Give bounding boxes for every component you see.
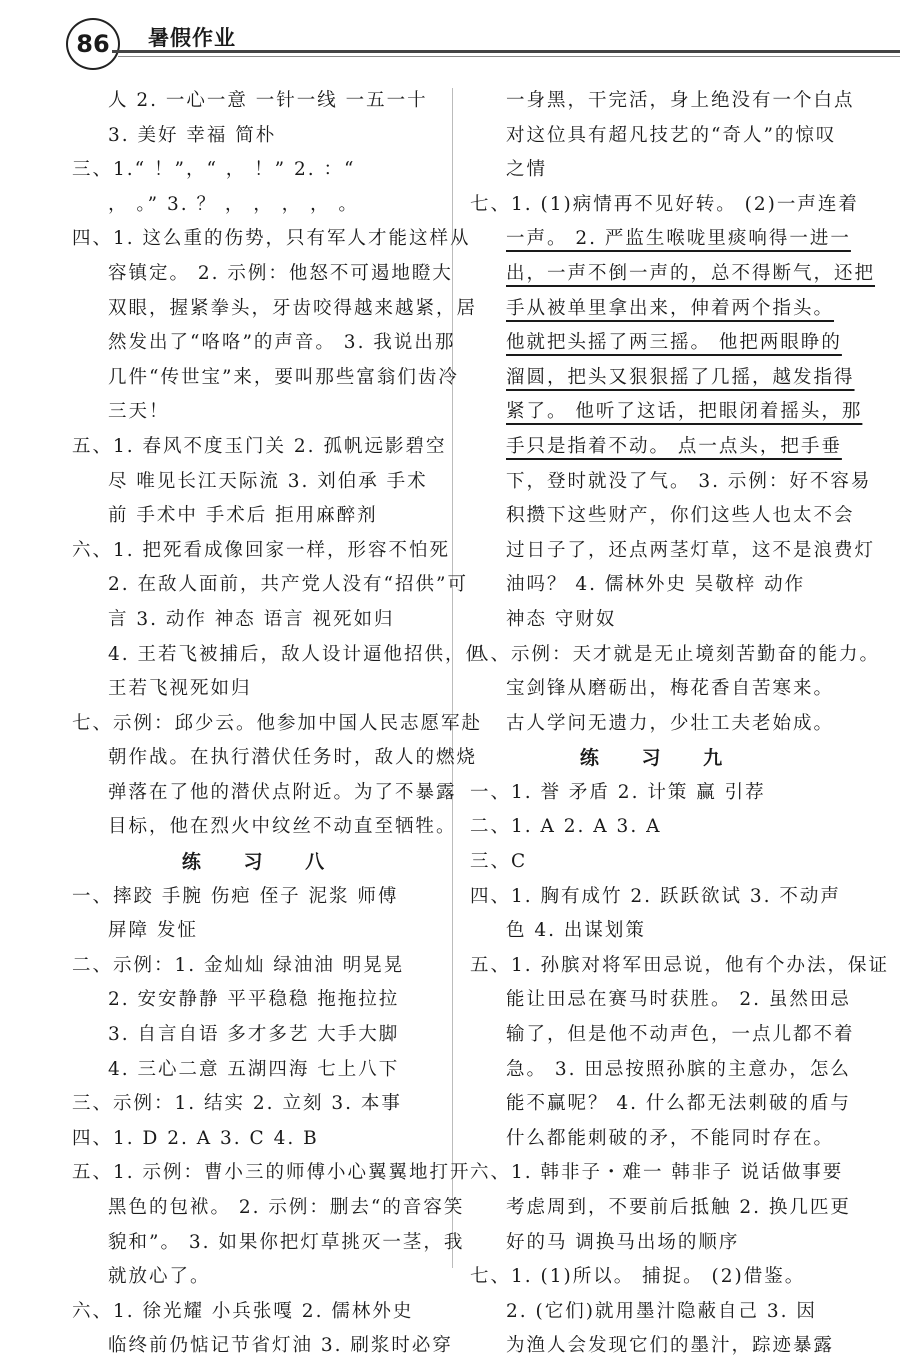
- answer-text: 五、1. 孙膑对将军田忌说，他有个办法，保证: [470, 954, 890, 976]
- answer-text: 六、1. 韩非子・难一 韩非子 说话做事要: [470, 1162, 844, 1184]
- answer-text: 七、1. (1)所以。 捕捉。 (2)借鉴。: [470, 1266, 806, 1288]
- answer-line: [470, 845, 850, 880]
- answer-line: [72, 84, 452, 119]
- answer-line: [72, 1053, 452, 1088]
- answer-line: [470, 1329, 850, 1364]
- answer-text: 考虑周到，不要前后抵触 2. 换几匹更: [506, 1197, 851, 1218]
- answer-text: 弹落在了他的潜伏点附近。为了不暴露: [108, 781, 457, 803]
- answer-text: 一、1. 誉 矛盾 2. 计策 赢 引荐: [470, 781, 766, 803]
- answer-line: [470, 84, 855, 119]
- answer-text: 紧了。 他听了这话，把眼闭着摇头，那: [506, 401, 863, 423]
- answer-text: 三、示例：1. 结实 2. 立刻 3. 本事: [72, 1093, 402, 1115]
- answer-text: 四、1. D 2. A 3. C 4. B: [72, 1127, 319, 1149]
- answer-text: 练 习 九: [579, 747, 741, 770]
- answer-text: 三天！: [108, 401, 170, 423]
- answer-text: 3. 美好 幸福 简朴: [108, 124, 277, 146]
- section-title: [72, 845, 452, 880]
- answer-text: 练 习 八: [181, 851, 343, 874]
- answer-line: [470, 810, 850, 845]
- answer-text: 输了，但是他不动声色，一点儿都不着: [506, 1024, 855, 1046]
- answer-line: [470, 1260, 850, 1295]
- answer-text: 下，登时就没了气。 3. 示例：好不容易: [506, 470, 872, 492]
- answer-text: 八、示例：天才就是无止境刻苦勤奋的能力。: [470, 643, 881, 665]
- answer-line: [470, 672, 850, 707]
- answer-text: 前 手术中 手术后 拒用麻醉剂: [108, 505, 378, 527]
- answer-text: 2. 安安静静 平平稳稳 拖拖拉拉: [108, 989, 400, 1011]
- answer-line: [72, 153, 452, 188]
- answer-line: [470, 395, 863, 430]
- answer-text: 五、1. 春风不度玉门关 2. 孤帆远影碧空: [72, 435, 447, 457]
- answer-line: [470, 430, 850, 465]
- header-title: 暑假作业: [148, 26, 236, 50]
- answer-line: [72, 499, 452, 534]
- answer-line: [72, 188, 452, 223]
- answer-text: 几件“传世宝”来，要叫那些富翁们齿冷: [108, 366, 459, 388]
- answer-text: 急。 3. 田忌按照孙膑的主意办，怎么: [506, 1058, 851, 1080]
- answer-text: 然发出了“咯咯”的声音。 3. 我说出那: [108, 332, 456, 354]
- answer-line: [470, 949, 890, 984]
- answer-line: [72, 326, 456, 361]
- answer-line: [470, 1053, 850, 1088]
- answer-line: [470, 1156, 850, 1191]
- answer-text: 积攒下这些财产，你们这些人也太不会: [506, 505, 855, 527]
- answer-line: [72, 741, 478, 776]
- answer-text: 2. 在敌人面前，共产党人没有“招供”可: [108, 574, 468, 596]
- answer-text: 容镇定。 2. 示例：他怒不可遏地瞪大: [108, 262, 453, 284]
- answer-text: 能让田忌在赛马时获胜。 2. 虽然田忌: [506, 989, 851, 1011]
- answer-line: [72, 983, 452, 1018]
- answer-text: 临终前仍惦记节省灯油 3. 刷浆时必穿: [108, 1335, 453, 1357]
- answer-line: [470, 534, 876, 569]
- answer-text: 屏障 发怔: [108, 920, 198, 942]
- answer-text: 三、1.“ ！”，“ ， ！” 2. ：“: [72, 159, 356, 181]
- answer-line: [470, 1122, 850, 1157]
- answer-text: 七、1. (1)病情再不见好转。 (2)一声连着: [470, 193, 859, 215]
- answer-line: [470, 326, 850, 361]
- answer-text: 貌和”。 3. 如果你把灯草挑灭一茎，我: [108, 1231, 465, 1253]
- answer-line: [470, 499, 855, 534]
- answer-line: [72, 603, 452, 638]
- answer-text: 四、1. 这么重的伤势，只有军人才能这样从: [72, 228, 471, 250]
- answer-text: 三、C: [470, 851, 528, 873]
- answer-line: [470, 603, 850, 638]
- answer-text: 手只是指着不动。 点一点头，把手垂: [506, 435, 842, 457]
- answer-text: 七、示例：邱少云。他参加中国人民志愿军赴: [72, 712, 483, 734]
- answer-text: 尽 唯见长江天际流 3. 刘伯承 手术: [108, 470, 428, 492]
- answer-line: [470, 1191, 850, 1226]
- answer-line: [470, 568, 850, 603]
- answer-line: [72, 568, 468, 603]
- answer-line: [72, 292, 478, 327]
- right-column: [470, 84, 890, 1364]
- page-number: 86: [66, 18, 120, 70]
- answer-line: [470, 1226, 850, 1261]
- answer-text: 言 3. 动作 神态 语言 视死如归: [108, 608, 395, 630]
- answer-line: [72, 534, 452, 569]
- answer-text: 四、1. 胸有成竹 2. 跃跃欲试 3. 不动声: [470, 885, 841, 907]
- answer-text: 4. 王若飞被捕后，敌人设计逼他招供，但: [108, 643, 487, 665]
- answer-line: [72, 707, 483, 742]
- answer-text: 能不赢呢？ 4. 什么都无法刺破的盾与: [506, 1093, 851, 1115]
- answer-line: [470, 1295, 850, 1330]
- answer-line: [470, 638, 881, 673]
- answer-line: [72, 914, 452, 949]
- answer-text: 对这位具有超凡技艺的“奇人”的惊叹: [506, 124, 837, 146]
- answer-text: 人 2. 一心一意 一针一线 一五一十: [108, 90, 428, 111]
- answer-text: 4. 三心二意 五湖四海 七上八下: [108, 1058, 400, 1080]
- answer-text: 双眼，握紧拳头，牙齿咬得越来越紧，居: [108, 297, 478, 319]
- answer-text: 之情: [506, 159, 548, 181]
- answer-text: 过日子了，还点两茎灯草，这不是浪费灯: [506, 539, 876, 561]
- answer-line: [72, 257, 452, 292]
- answer-line: [72, 222, 471, 257]
- answer-line: [72, 810, 457, 845]
- answer-text: 出，一声不倒一声的，总不得断气，还把: [506, 262, 876, 284]
- answer-line: [470, 1018, 855, 1053]
- answer-line: [470, 983, 850, 1018]
- answer-line: [72, 1087, 452, 1122]
- answer-line: [470, 292, 850, 327]
- answer-line: [72, 119, 452, 154]
- answer-text: 溜圆，把头又狠狠摇了几摇，越发指得: [506, 366, 855, 388]
- answer-line: [72, 672, 452, 707]
- page-header: [0, 0, 900, 80]
- answer-text: 二、1. A 2. A 3. A: [470, 816, 662, 838]
- answer-text: 六、1. 徐光耀 小兵张嘎 2. 儒林外史: [72, 1300, 414, 1322]
- answer-text: 为渔人会发现它们的墨汁，踪迹暴露: [506, 1335, 835, 1357]
- answer-text: 3. 自言自语 多才多艺 大手大脚: [108, 1024, 400, 1046]
- answer-line: [72, 1226, 465, 1261]
- answer-text: 神态 守财奴: [506, 608, 617, 630]
- answer-line: [470, 465, 872, 500]
- answer-line: [72, 1260, 452, 1295]
- answer-line: [470, 153, 850, 188]
- answer-line: [470, 361, 855, 396]
- answer-line: [72, 949, 452, 984]
- answer-text: 六、1. 把死看成像回家一样，形容不怕死: [72, 539, 451, 561]
- answer-text: 一身黑，干完活，身上绝没有一个白点: [506, 90, 855, 111]
- answer-line: [72, 1191, 465, 1226]
- answer-text: 一声。 2. 严监生喉咙里痰响得一进一: [506, 228, 851, 250]
- answer-line: [470, 914, 850, 949]
- answer-line: [470, 257, 876, 292]
- answer-line: [470, 119, 850, 154]
- header-rule-thin: [118, 56, 900, 57]
- answer-text: 一、摔跤 手腕 伤疤 侄子 泥浆 师傅: [72, 885, 399, 907]
- answer-text: 好的马 调换马出场的顺序: [506, 1231, 740, 1253]
- answer-line: [470, 188, 859, 223]
- answer-text: 什么都能刺破的矛，不能同时存在。: [506, 1127, 835, 1149]
- answer-line: [470, 880, 850, 915]
- answer-line: [72, 776, 457, 811]
- answer-text: 王若飞视死如归: [108, 678, 252, 700]
- answer-text: 油吗？ 4. 儒林外史 吴敬梓 动作: [506, 574, 806, 596]
- answer-line: [72, 1295, 452, 1330]
- answer-line: [72, 1122, 452, 1157]
- answer-line: [470, 1087, 850, 1122]
- header-rule: [112, 50, 900, 53]
- answer-text: 二、示例：1. 金灿灿 绿油油 明晃晃: [72, 954, 405, 976]
- answer-line: [72, 465, 452, 500]
- answer-line: [72, 880, 452, 915]
- answer-text: 朝作战。在执行潜伏任务时，敌人的燃烧: [108, 747, 478, 769]
- answer-line: [72, 430, 452, 465]
- answer-text: 古人学问无遗力，少壮工夫老始成。: [506, 712, 835, 734]
- answer-text: 目标，他在烈火中纹丝不动直至牺牲。: [108, 816, 457, 838]
- answer-line: [470, 776, 850, 811]
- answer-line: [72, 1156, 471, 1191]
- answer-line: [470, 707, 850, 742]
- answer-line: [72, 395, 452, 430]
- answer-text: 就放心了。: [108, 1266, 211, 1288]
- answer-text: 黑色的包袱。 2. 示例：删去“的音容笑: [108, 1197, 465, 1218]
- answer-line: [72, 1329, 452, 1364]
- answer-text: 他就把头摇了两三摇。 他把两眼睁的: [506, 332, 842, 354]
- answer-line: [72, 361, 459, 396]
- section-title: [470, 741, 850, 776]
- answer-text: 五、1. 示例：曹小三的师傅小心翼翼地打开: [72, 1162, 471, 1184]
- answer-text: 手从被单里拿出来，伸着两个指头。: [506, 297, 835, 319]
- answer-text: 宝剑锋从磨砺出，梅花香自苦寒来。: [506, 678, 835, 700]
- answer-text: ， 。” 3. ？ ， ， ， ， 。: [108, 193, 359, 215]
- answer-line: [72, 1018, 452, 1053]
- answer-text: 色 4. 出谋划策: [506, 920, 646, 942]
- answer-line: [470, 222, 850, 257]
- left-column: [72, 84, 487, 1364]
- answer-line: [72, 638, 487, 673]
- answer-text: 2. (它们)就用墨汁隐蔽自己 3. 因: [506, 1300, 817, 1322]
